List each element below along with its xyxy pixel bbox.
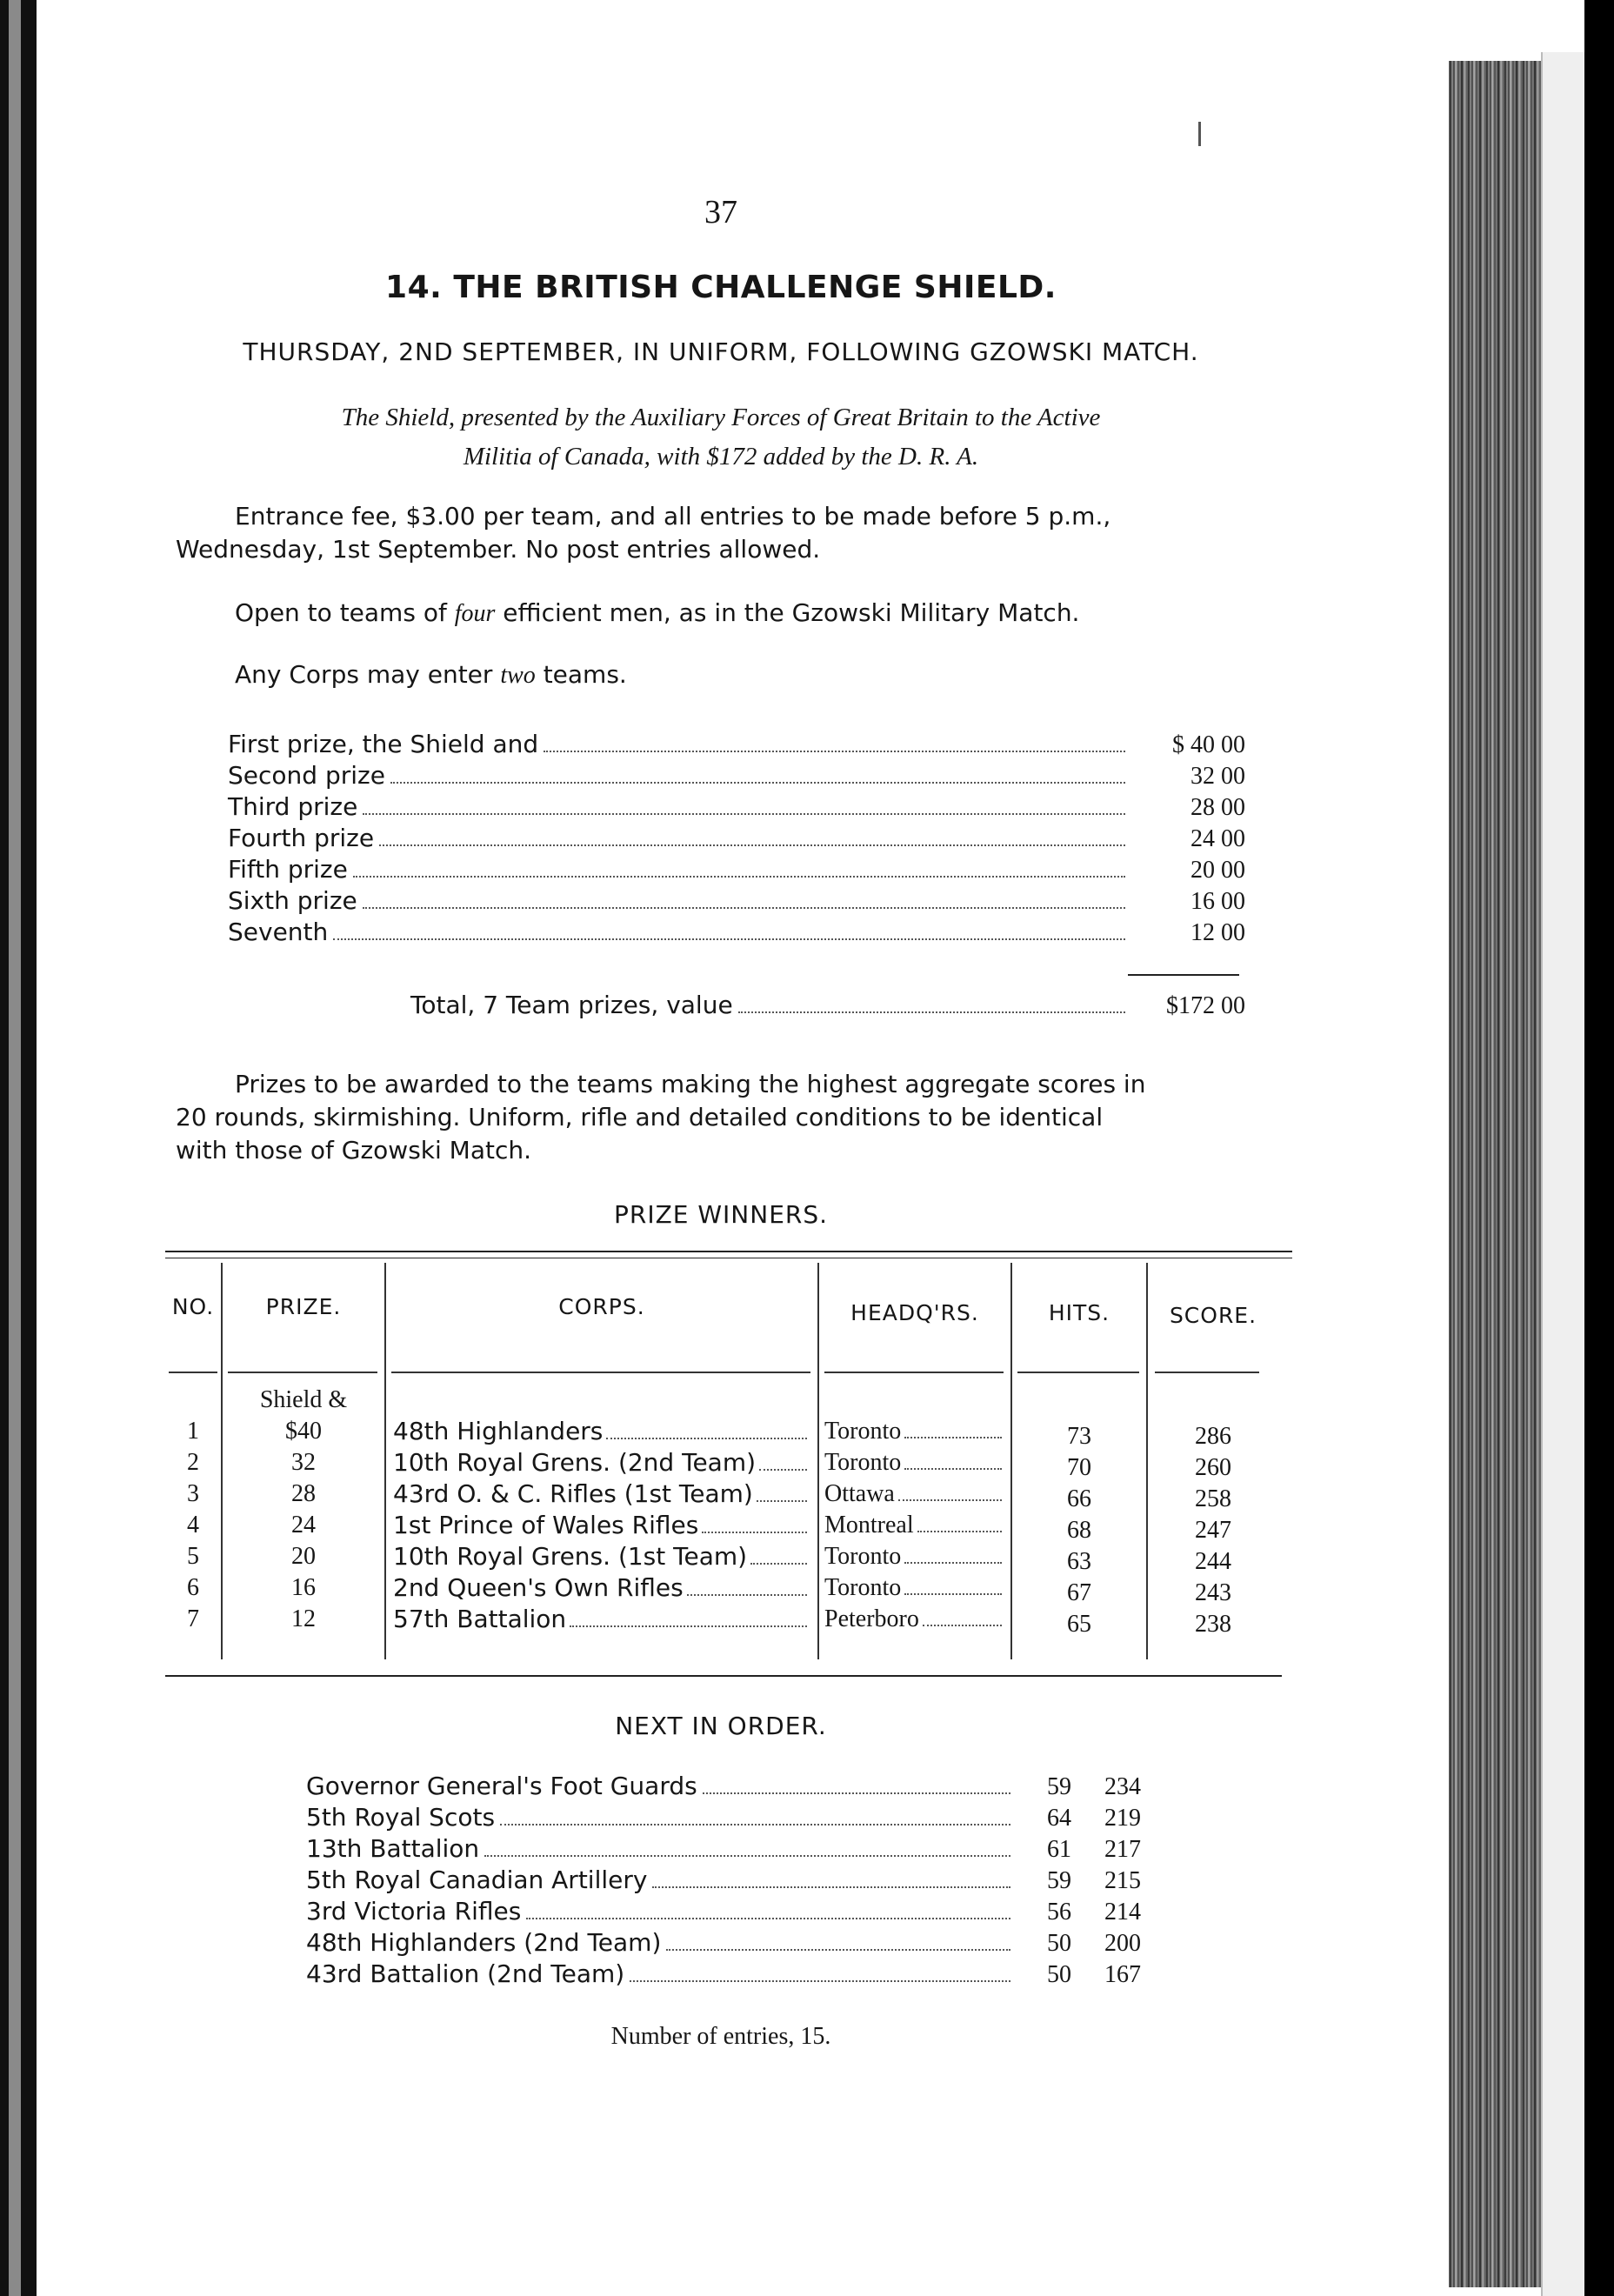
book-binding-edge bbox=[1449, 61, 1541, 2287]
event-subheading: THURSDAY, 2ND SEPTEMBER, IN UNIFORM, FOLLOWING GZOWSKI MATCH. bbox=[243, 337, 1199, 366]
team-hits: 59 bbox=[1047, 1773, 1071, 1800]
leader-dots bbox=[904, 1562, 1002, 1564]
cell-corps bbox=[393, 1604, 810, 1635]
prize-label: Seventh bbox=[228, 918, 329, 946]
team-hits: 64 bbox=[1047, 1805, 1071, 1832]
prize-row bbox=[228, 729, 1245, 760]
header-underline bbox=[1155, 1372, 1259, 1373]
leader-dots bbox=[570, 1625, 807, 1627]
header-underline bbox=[1017, 1372, 1139, 1373]
cell-headqrs bbox=[824, 1447, 1005, 1478]
prize-winners-title: PRIZE WINNERS. bbox=[613, 1200, 829, 1229]
team-hits: 56 bbox=[1047, 1899, 1071, 1926]
leader-dots bbox=[652, 1886, 1010, 1888]
prize-label: Second prize bbox=[228, 761, 385, 790]
cell-corps-text: 2nd Queen's Own Rifles bbox=[393, 1573, 684, 1602]
cell-no: 3 bbox=[187, 1480, 199, 1507]
award-line-2: 20 rounds, skirmishing. Uniform, rifle and detailed conditions to be identical bbox=[176, 1103, 1104, 1131]
award-line-1: Prizes to be awarded to the teams making the highest aggregate scores in bbox=[235, 1070, 1146, 1098]
leader-dots bbox=[759, 1469, 807, 1471]
cell-headqrs bbox=[824, 1510, 1005, 1541]
cell-hits: 63 bbox=[1067, 1548, 1091, 1575]
next-in-order-title: NEXT IN ORDER. bbox=[615, 1712, 827, 1740]
list-item bbox=[306, 1927, 1141, 1959]
cell-headqrs bbox=[824, 1478, 1005, 1510]
prize-amount: 28 00 bbox=[1190, 794, 1245, 821]
cell-corps-text: 48th Highlanders bbox=[393, 1417, 604, 1445]
team-name: 5th Royal Scots bbox=[306, 1803, 496, 1832]
leader-dots bbox=[898, 1499, 1002, 1501]
prize-amount: 16 00 bbox=[1190, 888, 1245, 915]
cell-score: 258 bbox=[1195, 1485, 1231, 1512]
leader-dots bbox=[703, 1792, 1010, 1794]
cell-hits: 70 bbox=[1067, 1454, 1091, 1481]
team-score: 214 bbox=[1104, 1899, 1141, 1926]
open-to-paragraph bbox=[235, 597, 1365, 631]
leader-dots bbox=[363, 907, 1125, 909]
total-amount: $172 00 bbox=[1166, 992, 1245, 1019]
cell-corps-text: 10th Royal Grens. (1st Team) bbox=[393, 1542, 748, 1571]
header-score: SCORE. bbox=[1169, 1303, 1257, 1328]
team-score: 200 bbox=[1104, 1930, 1141, 1957]
any-corps-paragraph bbox=[235, 658, 1365, 692]
cell-prize: 32 bbox=[291, 1449, 316, 1476]
prize-row bbox=[228, 823, 1245, 854]
prize-amount: 24 00 bbox=[1190, 825, 1245, 852]
scan-left-strip bbox=[9, 0, 21, 2296]
cell-headqrs-text: Montreal bbox=[824, 1512, 914, 1538]
leader-dots bbox=[500, 1824, 1010, 1825]
entrance-fee-paragraph bbox=[176, 500, 1367, 566]
header-underline bbox=[169, 1372, 217, 1373]
list-item bbox=[306, 1802, 1141, 1833]
cell-no: 6 bbox=[187, 1574, 199, 1601]
cell-headqrs bbox=[824, 1416, 1005, 1447]
team-hits: 50 bbox=[1047, 1961, 1071, 1988]
any-corps-emphasis: two bbox=[500, 662, 536, 689]
cell-corps bbox=[393, 1416, 810, 1447]
prize-row bbox=[228, 917, 1245, 948]
cell-prize: 28 bbox=[291, 1480, 316, 1507]
leader-dots bbox=[544, 751, 1125, 752]
total-row bbox=[410, 990, 1245, 1021]
cell-prize: 16 bbox=[291, 1574, 316, 1601]
description-line-1: The Shield, presented by the Auxiliary Forces of Great Britain to the Active bbox=[341, 404, 1101, 431]
team-name: 13th Battalion bbox=[306, 1834, 480, 1863]
team-score: 215 bbox=[1104, 1867, 1141, 1894]
cell-no: 2 bbox=[187, 1449, 199, 1476]
leader-dots bbox=[687, 1594, 807, 1596]
cell-no: 5 bbox=[187, 1543, 199, 1570]
team-name: Governor General's Foot Guards bbox=[306, 1772, 697, 1800]
team-hits: 59 bbox=[1047, 1867, 1071, 1894]
page-number: 37 bbox=[704, 194, 737, 230]
leader-dots bbox=[379, 844, 1125, 846]
prize-row bbox=[228, 885, 1245, 917]
prize-amount: 32 00 bbox=[1190, 763, 1245, 790]
cell-headqrs-text: Toronto bbox=[824, 1543, 902, 1570]
cell-corps-text: 57th Battalion bbox=[393, 1605, 567, 1633]
prize-list bbox=[228, 729, 1245, 948]
prize-label: Fourth prize bbox=[228, 824, 375, 852]
table-top-rule bbox=[165, 1251, 1292, 1252]
number-of-entries: Number of entries, 15. bbox=[610, 2023, 831, 2050]
cell-score: 244 bbox=[1195, 1548, 1231, 1575]
cell-no: 1 bbox=[187, 1418, 199, 1445]
open-to-emphasis: four bbox=[454, 600, 496, 627]
leader-dots bbox=[757, 1500, 807, 1502]
scan-right-edge bbox=[1584, 0, 1614, 2296]
any-corps-text-end: teams. bbox=[535, 660, 627, 689]
entrance-line-1: Entrance fee, $3.00 per team, and all entries to be made before 5 p.m., bbox=[235, 502, 1111, 531]
team-score: 167 bbox=[1104, 1961, 1141, 1988]
leader-dots bbox=[923, 1625, 1002, 1626]
prize-prefix: Shield & bbox=[259, 1386, 348, 1413]
leader-dots bbox=[353, 876, 1125, 878]
cell-corps bbox=[393, 1510, 810, 1541]
scan-mark bbox=[1198, 122, 1201, 146]
shield-description bbox=[37, 398, 1405, 477]
entrance-line-2: Wednesday, 1st September. No post entries allowed. bbox=[176, 535, 821, 564]
team-hits: 61 bbox=[1047, 1836, 1071, 1863]
prize-amount: $ 40 00 bbox=[1172, 731, 1245, 758]
header-underline bbox=[228, 1372, 377, 1373]
scan-left-edge bbox=[0, 0, 37, 2296]
prize-label: Fifth prize bbox=[228, 855, 348, 884]
leader-dots bbox=[666, 1949, 1010, 1951]
header-headqrs: HEADQ'RS. bbox=[850, 1300, 979, 1325]
leader-dots bbox=[750, 1563, 807, 1565]
cell-hits: 73 bbox=[1067, 1423, 1091, 1450]
cell-prize: 12 bbox=[291, 1605, 316, 1632]
cell-corps bbox=[393, 1447, 810, 1478]
leader-dots bbox=[526, 1918, 1010, 1919]
header-no: NO. bbox=[171, 1294, 215, 1319]
leader-dots bbox=[904, 1468, 1002, 1470]
open-to-text: Open to teams of bbox=[235, 598, 455, 627]
team-name: 43rd Battalion (2nd Team) bbox=[306, 1959, 625, 1988]
team-name: 48th Highlanders (2nd Team) bbox=[306, 1928, 662, 1957]
award-paragraph bbox=[176, 1068, 1306, 1167]
prize-row bbox=[228, 854, 1245, 885]
team-score: 234 bbox=[1104, 1773, 1141, 1800]
list-item bbox=[306, 1865, 1141, 1896]
total-label: Total, 7 Team prizes, value bbox=[410, 991, 733, 1019]
prize-label: Sixth prize bbox=[228, 886, 357, 915]
leader-dots bbox=[390, 782, 1125, 784]
cell-score: 247 bbox=[1195, 1517, 1231, 1544]
cell-headqrs bbox=[824, 1572, 1005, 1604]
list-item bbox=[306, 1833, 1141, 1865]
cell-hits: 65 bbox=[1067, 1611, 1091, 1638]
section-heading: 14. THE BRITISH CHALLENGE SHIELD. bbox=[385, 270, 1057, 305]
total-leader-row bbox=[410, 990, 1245, 1021]
cell-hits: 68 bbox=[1067, 1517, 1091, 1544]
team-name: 3rd Victoria Rifles bbox=[306, 1897, 522, 1926]
header-corps: CORPS. bbox=[558, 1294, 645, 1319]
leader-dots bbox=[630, 1980, 1010, 1982]
any-corps-text: Any Corps may enter bbox=[235, 660, 501, 689]
list-item bbox=[306, 1959, 1141, 1990]
cell-score: 243 bbox=[1195, 1579, 1231, 1606]
cell-headqrs-text: Toronto bbox=[824, 1574, 902, 1601]
leader-dots bbox=[738, 1011, 1125, 1013]
cell-headqrs-text: Peterboro bbox=[824, 1605, 919, 1632]
team-score: 219 bbox=[1104, 1805, 1141, 1832]
prize-row bbox=[228, 760, 1245, 791]
prize-row bbox=[228, 791, 1245, 823]
document-page bbox=[37, 0, 1449, 2296]
cell-no: 7 bbox=[187, 1605, 199, 1632]
table-bottom-rule bbox=[165, 1675, 1282, 1677]
leader-dots bbox=[484, 1855, 1010, 1857]
team-score: 217 bbox=[1104, 1836, 1141, 1863]
prize-amount: 12 00 bbox=[1190, 919, 1245, 946]
cell-score: 286 bbox=[1195, 1423, 1231, 1450]
cell-hits: 66 bbox=[1067, 1485, 1091, 1512]
header-underline bbox=[391, 1372, 810, 1373]
cell-corps-text: 1st Prince of Wales Rifles bbox=[393, 1511, 699, 1539]
list-item bbox=[306, 1896, 1141, 1927]
cell-hits: 67 bbox=[1067, 1579, 1091, 1606]
leader-dots bbox=[702, 1532, 807, 1533]
prize-label: Third prize bbox=[228, 792, 358, 821]
list-item bbox=[306, 1771, 1141, 1802]
cell-corps-text: 10th Royal Grens. (2nd Team) bbox=[393, 1448, 757, 1477]
cell-headqrs bbox=[824, 1604, 1005, 1635]
open-to-text-end: efficient men, as in the Gzowski Military Match. bbox=[495, 598, 1080, 627]
cell-corps bbox=[393, 1572, 810, 1604]
team-hits: 50 bbox=[1047, 1930, 1071, 1957]
cell-score: 238 bbox=[1195, 1611, 1231, 1638]
header-underline bbox=[824, 1372, 1004, 1373]
total-rule bbox=[1128, 974, 1239, 976]
header-hits: HITS. bbox=[1048, 1300, 1110, 1325]
leader-dots bbox=[363, 813, 1125, 815]
column-divider bbox=[384, 1263, 386, 1659]
cell-headqrs bbox=[824, 1541, 1005, 1572]
page-edge bbox=[1541, 52, 1586, 2296]
cell-corps-text: 43rd O. & C. Rifles (1st Team) bbox=[393, 1479, 753, 1508]
cell-headqrs-text: Toronto bbox=[824, 1449, 902, 1476]
cell-headqrs-text: Ottawa bbox=[824, 1480, 895, 1507]
cell-corps bbox=[393, 1541, 810, 1572]
description-line-2: Militia of Canada, with $172 added by the D. R. A. bbox=[463, 443, 979, 471]
leader-dots bbox=[333, 938, 1125, 940]
header-prize: PRIZE. bbox=[265, 1294, 342, 1319]
cell-score: 260 bbox=[1195, 1454, 1231, 1481]
cell-no: 4 bbox=[187, 1512, 199, 1538]
leader-dots bbox=[917, 1531, 1002, 1532]
cell-prize: 24 bbox=[291, 1512, 316, 1538]
cell-corps bbox=[393, 1478, 810, 1510]
prize-label: First prize, the Shield and bbox=[228, 730, 539, 758]
prize-amount: 20 00 bbox=[1190, 857, 1245, 884]
cell-prize: $40 bbox=[285, 1418, 322, 1445]
cell-headqrs-text: Toronto bbox=[824, 1418, 902, 1445]
leader-dots bbox=[904, 1437, 1002, 1438]
leader-dots bbox=[606, 1438, 807, 1439]
next-in-order-list bbox=[306, 1771, 1141, 1990]
cell-prize: 20 bbox=[291, 1543, 316, 1570]
leader-dots bbox=[904, 1593, 1002, 1595]
team-name: 5th Royal Canadian Artillery bbox=[306, 1866, 648, 1894]
award-line-3: with those of Gzowski Match. bbox=[176, 1136, 532, 1165]
